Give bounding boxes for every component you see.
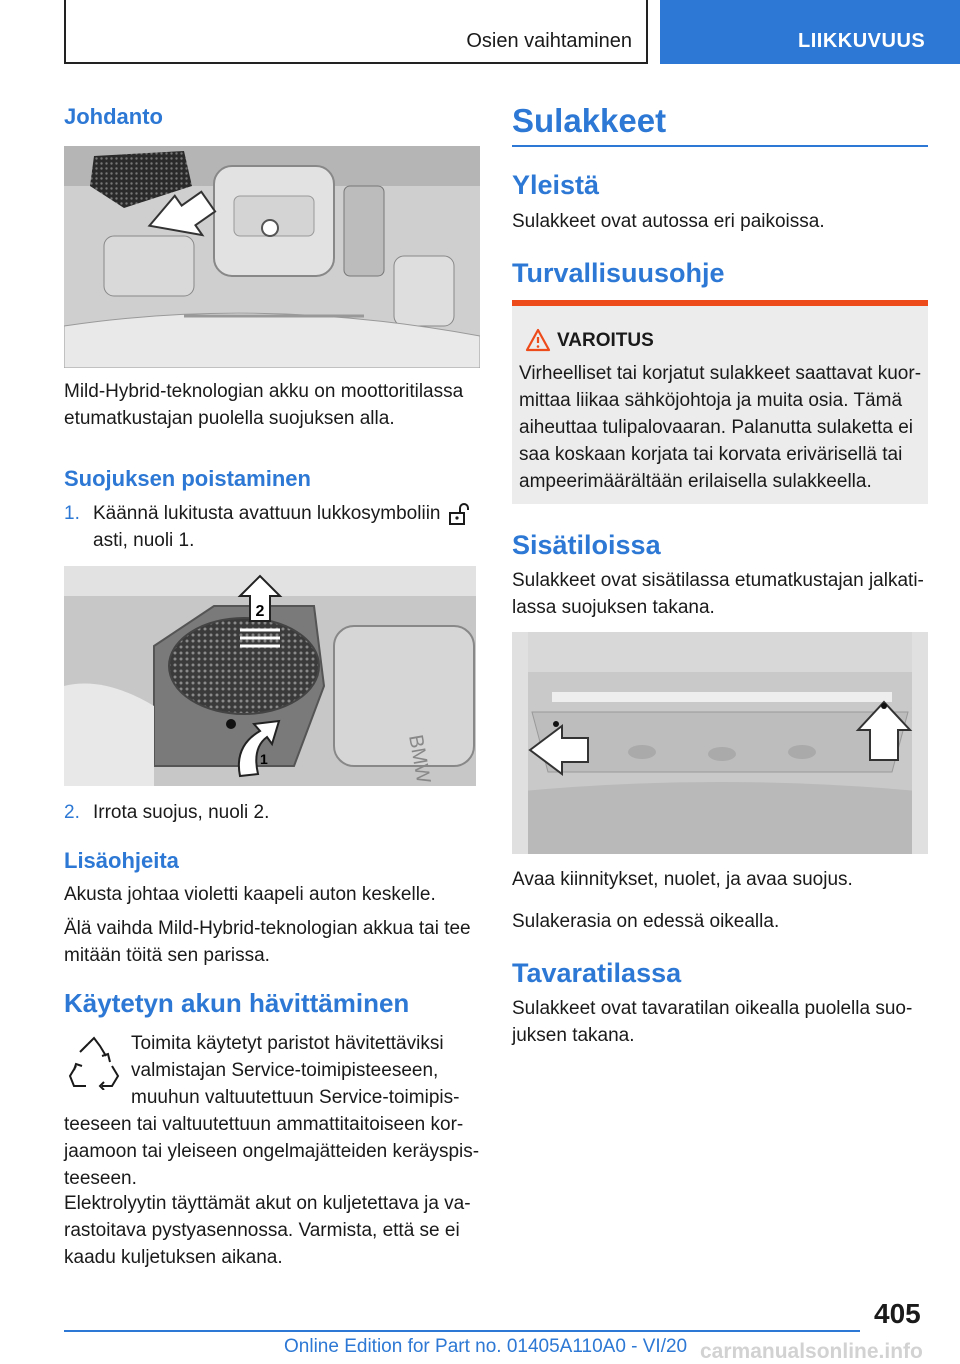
step-1-text-cont: asti, nuoli 1. [93,530,195,551]
interior-text: Sulakkeet ovat sisätilassa etumatkustajan jalkati-lassa suojuksen takana. [512,570,924,618]
brand-logo-text: BMW [404,733,435,786]
interior-heading: Sisätiloissa [512,530,661,560]
footer-watermark[interactable]: carmanualsonline.info [700,1340,923,1363]
engine-bay-image [64,146,480,368]
step-1-text: Käännä lukitusta avattuun lukkosymboliin [93,503,441,524]
trunk-heading: Tavaratilassa [512,958,682,988]
intro-heading: Johdanto [64,104,163,129]
header-section-title: Osien vaihtaminen [466,30,632,52]
disposal-heading: Käytetyn akun hävittäminen [64,988,410,1018]
header-chapter-tab[interactable] [660,0,960,64]
intro-text: Mild-Hybrid-teknologian akku on moottoritilassa etumatkustajan puolella suojuksen alla. [64,381,464,429]
step-1-number: 1. [64,503,80,524]
page-title: Sulakkeet [512,102,667,139]
safety-heading: Turvallisuusohje [512,258,725,288]
warning-text: Virheelliset tai korjatut sulakkeet saattavat kuor-mittaa liikaa sähköjohtoja ja muita osia. Tämä aiheuttaa tulipalovaaran. Palanutta sulaketta ei saa koskaan korjata tai korvata erivärisellä tai ampeerimäärältään erilaisella sulakkeella. [519,363,922,492]
footer-edition: Online Edition for Part no. 01405A110A0 - VI/20 [284,1336,688,1357]
trunk-text: Sulakkeet ovat tavaratilan oikealla puolella suo-juksen takana. [512,998,913,1046]
general-text: Sulakkeet ovat autossa eri paikoissa. [512,211,825,232]
step-2-number: 2. [64,802,80,823]
remove-heading: Suojuksen poistaminen [64,466,311,491]
footwell-image [512,632,928,854]
warning-box [512,300,928,504]
warning-title: VAROITUS [557,330,654,351]
footer-rule [64,1330,860,1332]
extra-heading: Lisäohjeita [64,848,179,873]
unlock-icon [448,502,470,534]
interior-caption-2: Sulakerasia on edessä oikealla. [512,911,780,932]
disposal-text-1-content: Toimita käytetyt paristot hävitettäviksi valmistajan Service-toimipisteeseen, muuhun valtuutettuun Service-toimipis-teeseen tai valtuutettuun ammattitaitoiseen kor-jaamoon tai yleiseen ongelmajätteiden keräyspis-teeseen. [64,1033,480,1189]
extra-text-2: Älä vaihda Mild-Hybrid-teknologian akkua tai tee mitään töitä sen parissa. [64,918,471,966]
disposal-text-1 [64,1030,480,1190]
general-heading: Yleistä [512,170,600,200]
header-section-box [64,0,648,64]
header-chapter-label: LIIKKUVUUS [798,30,926,52]
disposal-text-2: Elektrolyytin täyttämät akut on kuljetettava ja va-rastoitava pystyasennossa. Varmista, että se ei kaadu kuljetuksen aikana. [64,1193,471,1268]
arrow-2-label: 2 [255,603,265,620]
extra-text-1: Akusta johtaa violetti kaapeli auton keskelle. [64,884,436,905]
page-number: 405 [874,1298,921,1329]
step-2-text: Irrota suojus, nuoli 2. [93,802,270,823]
interior-caption: Avaa kiinnitykset, nuolet, ja avaa suojus. [512,869,853,890]
battery-cover-image [64,566,476,786]
arrow-1-label: 1 [260,751,268,767]
title-rule [512,145,928,147]
warning-triangle-icon [525,328,551,357]
